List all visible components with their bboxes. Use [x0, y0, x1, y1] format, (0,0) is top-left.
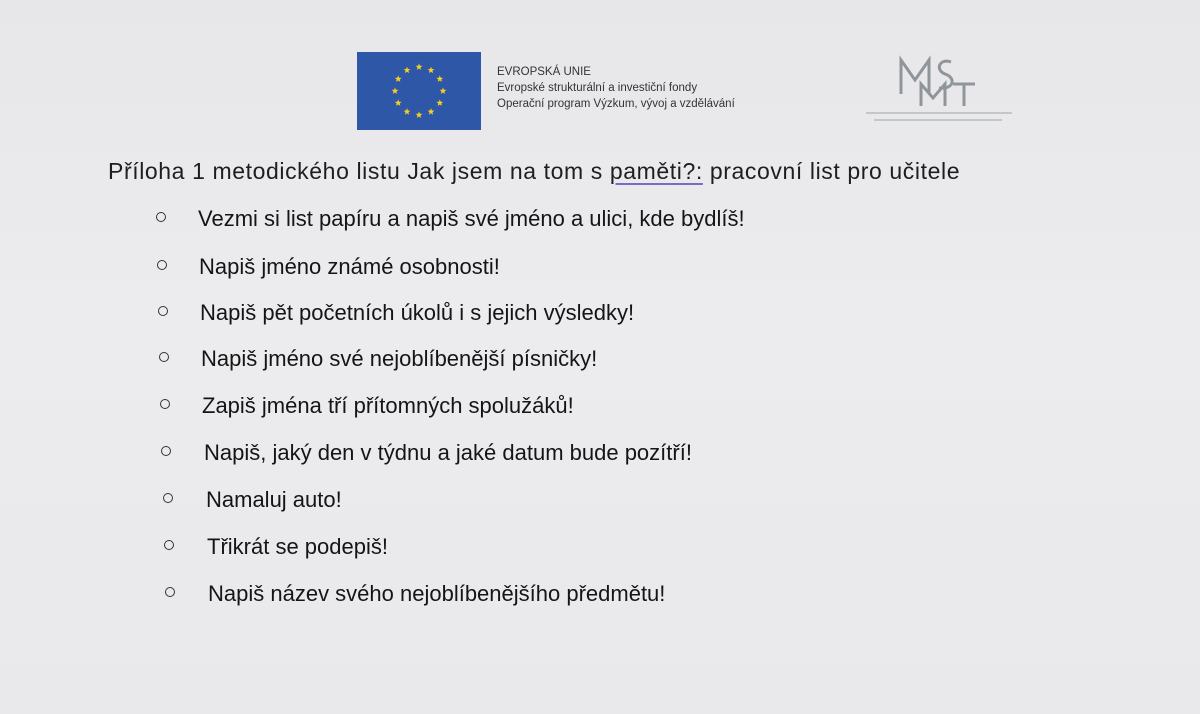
- title-after: pracovní list pro učitele: [702, 158, 961, 184]
- bullet-circle-icon: [159, 352, 169, 362]
- msmt-subtitle-mark: [862, 108, 1022, 126]
- page-title: [108, 158, 960, 185]
- eu-line-1: EVROPSKÁ UNIE: [497, 66, 591, 78]
- bullet-circle-icon: [156, 212, 166, 222]
- title-before: Příloha 1 metodického listu Jak jsem na tom s: [108, 158, 610, 184]
- list-item-text: Napiš pět početních úkolů i s jejich výsledky!: [200, 300, 635, 325]
- list-item-text: Napiš název svého nejoblíbenějšího předmětu!: [208, 581, 666, 606]
- bullet-circle-icon: [165, 587, 175, 597]
- bullet-circle-icon: [161, 446, 171, 456]
- msmt-logo: [895, 54, 990, 114]
- bullet-circle-icon: [158, 306, 168, 316]
- bullet-circle-icon: [164, 540, 174, 550]
- eu-line-2: Evropské strukturální a investiční fondy: [497, 82, 698, 94]
- list-item-text: Třikrát se podepiš!: [207, 534, 388, 559]
- eu-stars-icon: [357, 52, 481, 130]
- eu-flag-logo: [357, 52, 481, 130]
- eu-text-block: [497, 64, 735, 112]
- bullet-circle-icon: [163, 493, 173, 503]
- title-underlined: paměti?:: [609, 158, 703, 184]
- bullet-circle-icon: [160, 399, 170, 409]
- list-item-text: Napiš, jaký den v týdnu a jaké datum bude pozítří!: [204, 440, 692, 465]
- msmt-mark-icon: [895, 54, 990, 114]
- list-item-text: Vezmi si list papíru a napiš své jméno a ulici, kde bydlíš!: [198, 206, 745, 231]
- eu-line-3: Operační program Výzkum, vývoj a vzdělávání: [497, 98, 735, 110]
- list-item-text: Napiš jméno známé osobnosti!: [199, 254, 500, 279]
- list-item-text: Napiš jméno své nejoblíbenější písničky!: [201, 346, 598, 371]
- list-item-text: Zapiš jména tří přítomných spolužáků!: [202, 393, 574, 418]
- list-item-text: Namaluj auto!: [206, 487, 342, 512]
- bullet-circle-icon: [157, 260, 167, 270]
